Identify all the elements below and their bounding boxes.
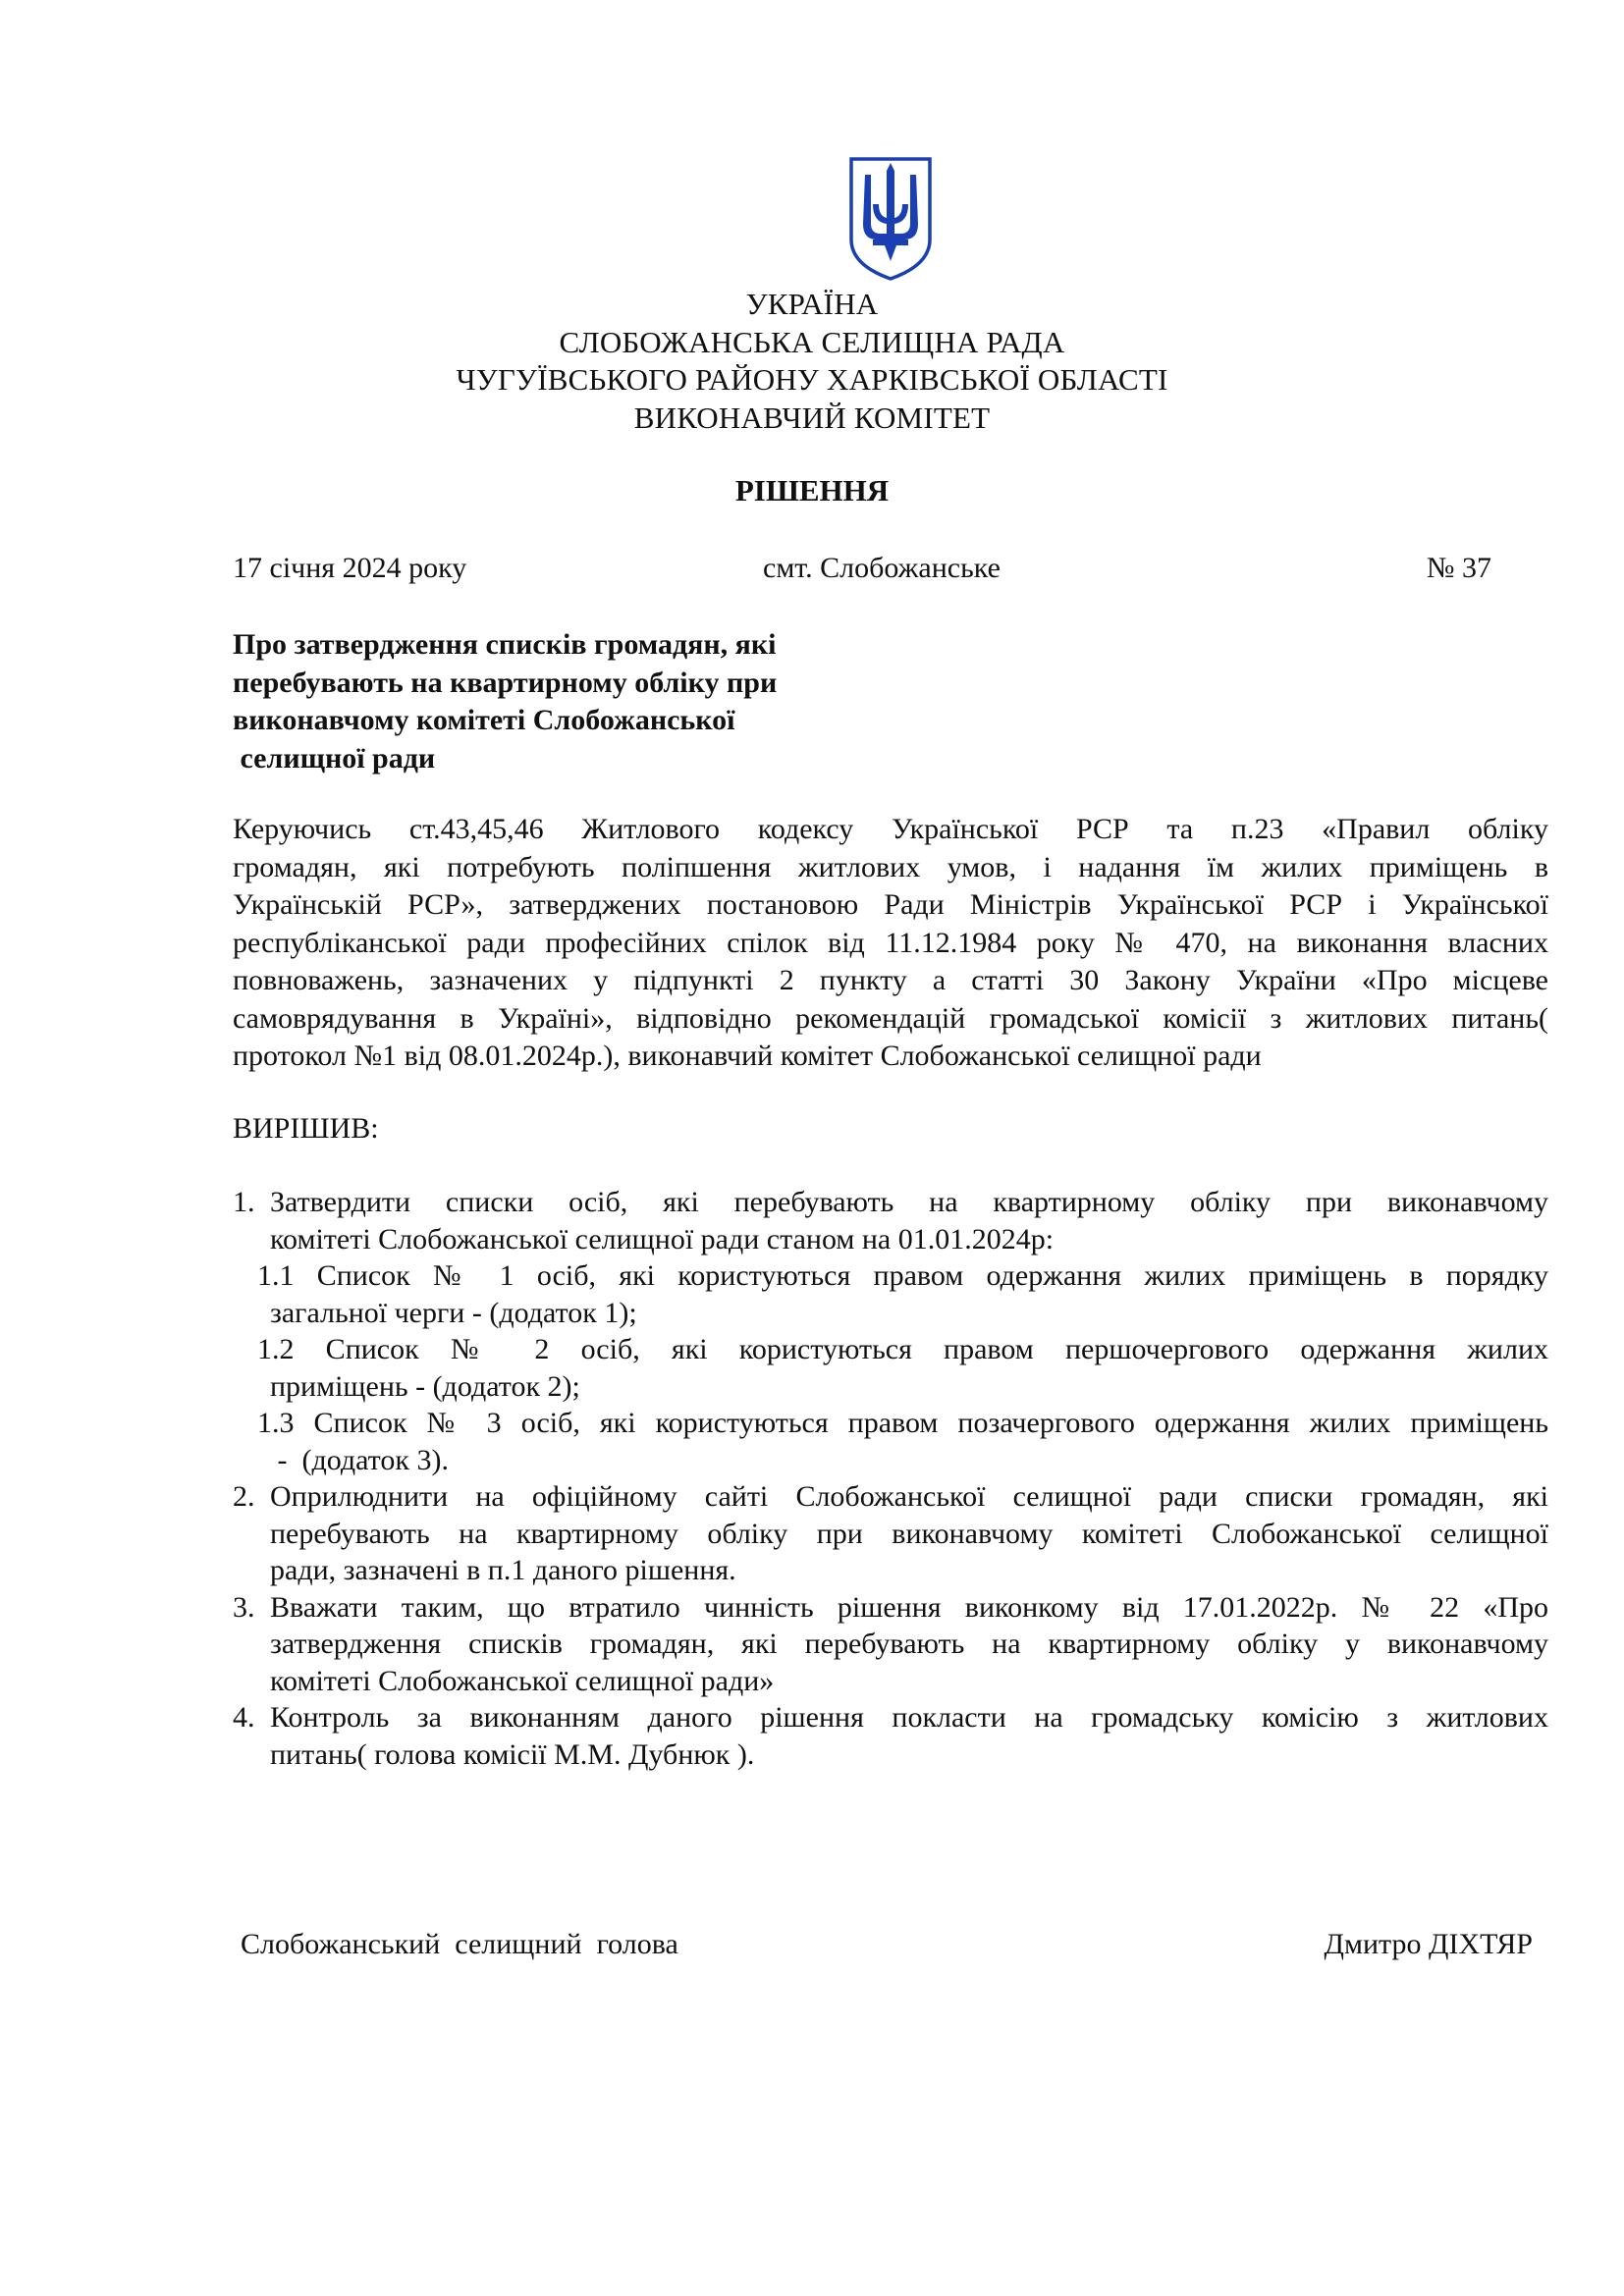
subitem-line: загальної черги - (додаток 1);	[270, 1296, 637, 1329]
subitem-1-2	[257, 1331, 1548, 1405]
preamble-line: республіканської ради професійних спілок від 11.12.1984 року № 470, на виконання власних	[233, 926, 1548, 959]
subitem-line: 1.1 Список № 1 осіб, які користуються правом одержання жилих приміщень в порядку	[257, 1259, 1548, 1292]
resolution-item-2	[233, 1478, 1548, 1589]
subitem-line: - (додаток 3).	[270, 1443, 449, 1476]
subitem-line: 1.2 Список № 2 осіб, які користуються правом першочергового одержання жилих	[257, 1333, 1548, 1365]
resolved-heading: ВИРІШИВ:	[233, 1112, 379, 1145]
item-line: затвердження списків громадян, які перебувають на квартирному обліку у виконавчому	[270, 1628, 1548, 1660]
preamble-line: повноважень, зазначених у підпункті 2 пункту а статті 30 Закону України «Про місцеве	[233, 964, 1548, 996]
subitem-1-1	[257, 1257, 1548, 1331]
resolution-item-3	[233, 1589, 1548, 1700]
subject-line: перебувають на квартирному обліку при	[233, 666, 778, 699]
subject-line: Про затвердження списків громадян, які	[233, 628, 777, 661]
preamble-line: протокол №1 від 08.01.2024р.), виконавчий комітет Слобожанської селищної ради	[233, 1040, 1262, 1072]
preamble-line: Українській РСР», затверджених постановою Ради Міністрів Української РСР і Української	[233, 888, 1548, 921]
signature-name: Дмитро ДІХТЯР	[1324, 1928, 1533, 1960]
header-committee: ВИКОНАВЧИЙ КОМІТЕТ	[633, 400, 991, 435]
item-line: Контроль за виконанням даного рішення покласти на громадську комісію з житлових	[270, 1701, 1548, 1734]
item-line: Затвердити списки осіб, які перебувають на квартирному обліку при виконавчому	[270, 1186, 1548, 1218]
resolution-items	[233, 1184, 1548, 1773]
preamble-line: самоврядування в Україні», відповідно рекомендацій громадської комісії з житлових питань(	[233, 1001, 1548, 1035]
document-header	[0, 286, 1624, 437]
item-line: Оприлюднити на офіційному сайті Слобожанської селищної ради списки громадян, які	[270, 1480, 1548, 1513]
subject-line: селищної ради	[233, 741, 436, 774]
document-place: смт. Слобожанське	[763, 552, 1001, 584]
item-line: Вважати таким, що втратило чинність рішення виконкому від 17.01.2022р. № 22 «Про	[270, 1590, 1548, 1624]
item-number: 1.	[233, 1186, 255, 1218]
item-line: ради, зазначені в п.1 даного рішення.	[270, 1554, 736, 1586]
header-district: ЧУГУЇВСЬКОГО РАЙОНУ ХАРКІВСЬКОЇ ОБЛАСТІ	[456, 362, 1168, 397]
item-line: комітеті Слобожанської селищної ради станом на 01.01.2024р:	[270, 1222, 1055, 1255]
subitem-1-3	[257, 1405, 1548, 1478]
preamble-line: Керуючись ст.43,45,46 Житлового кодексу Української РСР та п.23 «Правил обліку	[233, 813, 1548, 845]
document-date: 17 січня 2024 року	[233, 552, 467, 584]
subitem-line: 1.3 Список № 3 осіб, які користуються правом позачергового одержання жилих приміщень	[257, 1407, 1548, 1439]
document-type-title: РІШЕННЯ	[734, 473, 890, 507]
item-number: 2.	[233, 1480, 255, 1513]
resolution-item-1	[233, 1184, 1548, 1478]
item-line: комітеті Слобожанської селищної ради»	[270, 1664, 775, 1697]
trident-coat-of-arms-icon	[847, 155, 934, 283]
preamble-paragraph	[233, 811, 1548, 1076]
document-number: № 37	[1426, 552, 1491, 584]
signature-position: Слобожанський селищний голова	[241, 1928, 678, 1960]
subitem-line: приміщень - (додаток 2);	[270, 1369, 580, 1403]
resolution-item-4	[233, 1699, 1548, 1773]
date-place-number-line	[233, 550, 1491, 589]
item-number: 4.	[233, 1701, 255, 1734]
header-country: УКРАЇНА	[745, 287, 879, 321]
item-line: питань( голова комісії М.М. Дубнюк ).	[270, 1737, 755, 1771]
subject-line: виконавчому комітеті Слобожанської	[233, 704, 735, 736]
header-council: СЛОБОЖАНСЬКА СЕЛИЩНА РАДА	[559, 324, 1065, 359]
item-line: перебувають на квартирному обліку при виконавчому комітеті Слобожанської селищної	[270, 1517, 1548, 1550]
item-number: 3.	[233, 1590, 255, 1624]
document-subject	[233, 626, 920, 777]
preamble-line: громадян, які потребують поліпшення житлових умов, і надання їм жилих приміщень в	[233, 850, 1548, 883]
